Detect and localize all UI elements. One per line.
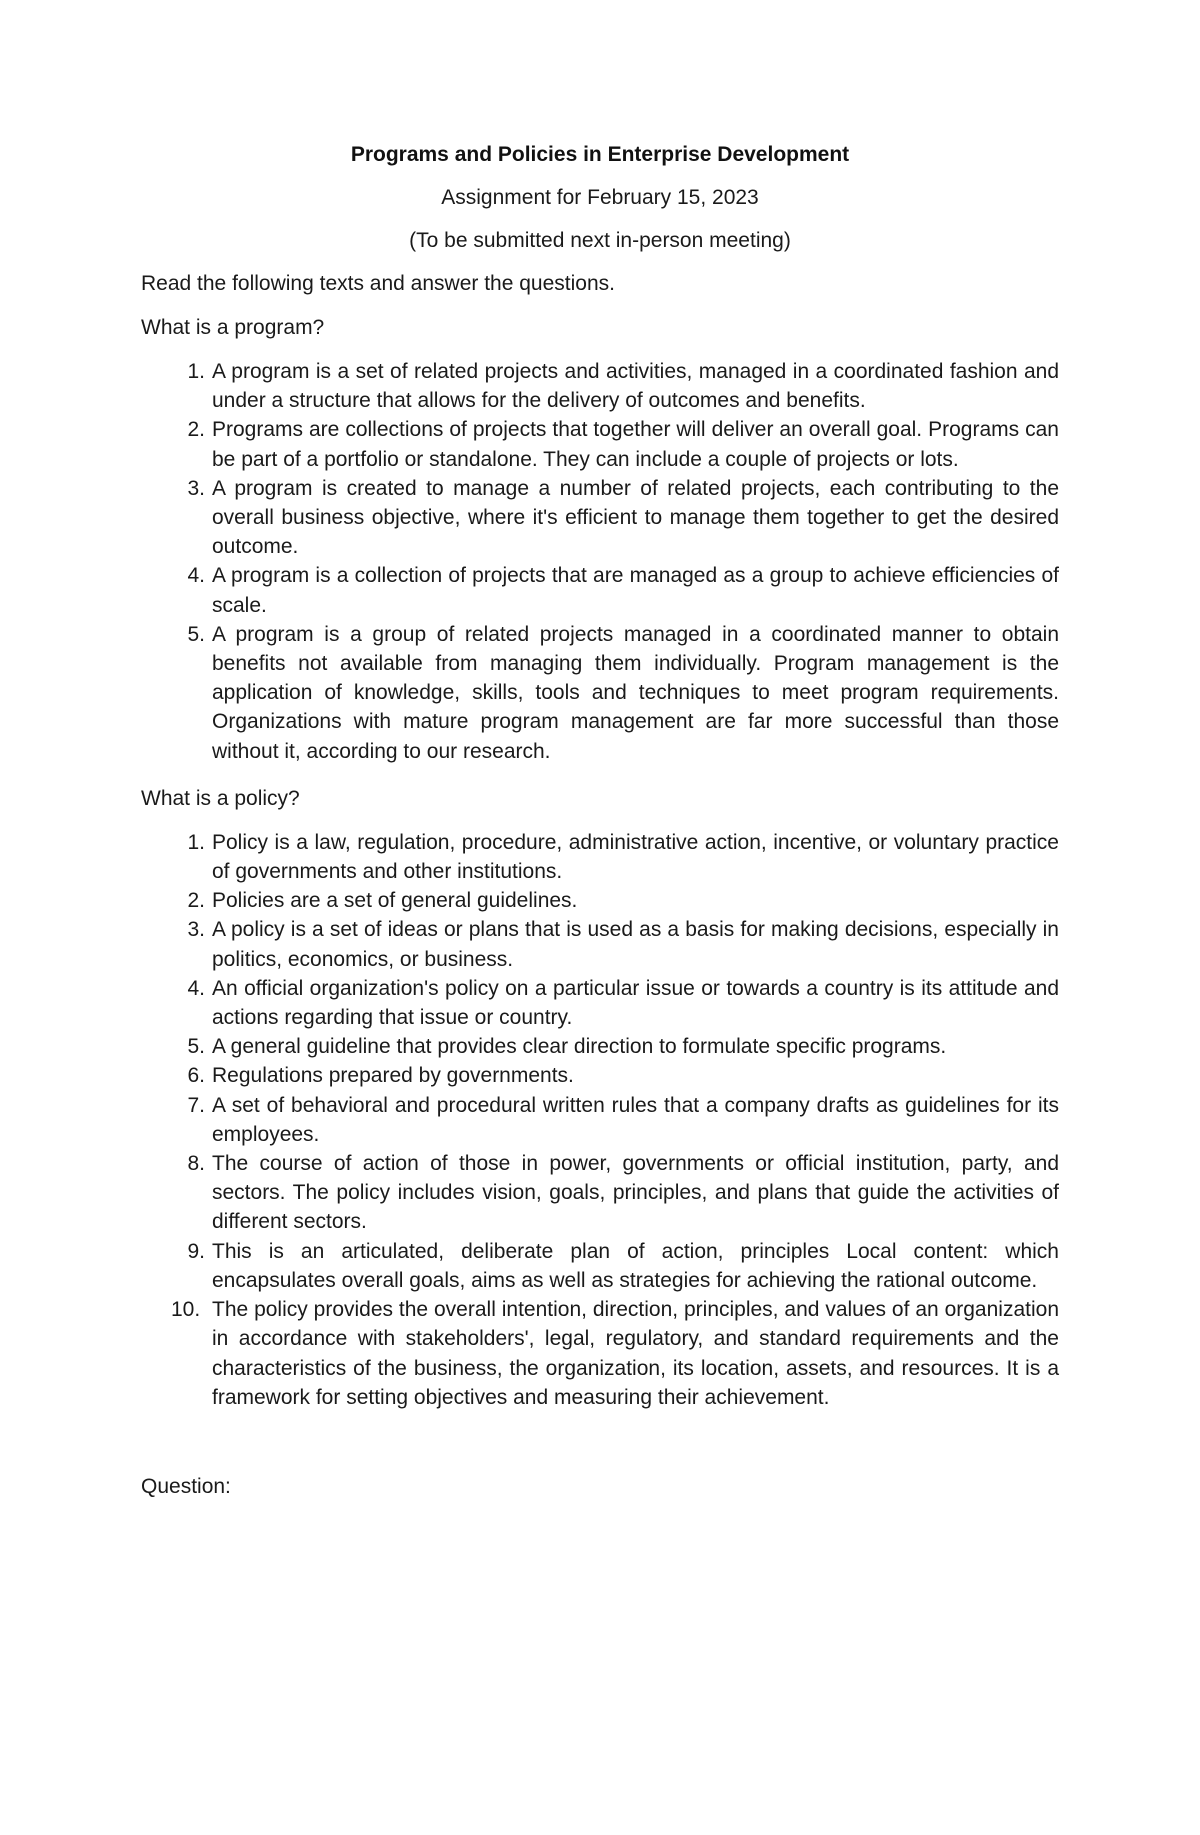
list-item-text: Policy is a law, regulation, procedure, administrative action, incentive, or voluntary practice of governments and other institutions. [212, 830, 1059, 884]
list-item [141, 1237, 1059, 1295]
list-number: 4. [187, 976, 205, 1000]
list-item-text: This is an articulated, deliberate plan of action, principles Local content: which encapsulates overall goals, aims as well as strategies for achieving the rational outcome. [212, 1239, 1059, 1292]
list-item [141, 1032, 1059, 1061]
list-item-text: A program is a collection of projects that are managed as a group to achieve efficiencies of scale. [212, 564, 1059, 617]
list-item-text: A general guideline that provides clear direction to formulate specific programs. [212, 1035, 947, 1059]
list-item [141, 886, 1059, 915]
list-number: 1. [187, 360, 205, 383]
list-number: 2. [187, 889, 205, 913]
question-label: Question: [141, 1474, 231, 1498]
list-item [141, 620, 1059, 766]
list-number: 9. [187, 1239, 205, 1263]
list-item-text: A policy is a set of ideas or plans that is used as a basis for making decisions, especially in politics, economics, or business. [212, 918, 1059, 971]
list-number: 1. [187, 830, 205, 854]
list-item-text: Policies are a set of general guidelines. [212, 889, 578, 913]
list-number: 5. [187, 622, 205, 646]
policy-heading: What is a policy? [141, 786, 300, 810]
list-item-text: A program is a group of related projects managed in a coordinated manner to obtain benefits not available from managing them individually. Program management is the application of knowledge, skills, tools and techniques to meet program requirements. Organizations with mature program management are far more successful than those without it, according to our research. [212, 622, 1059, 763]
list-number: 2. [187, 418, 205, 442]
spacer [141, 1430, 1059, 1472]
list-number: 5. [187, 1035, 205, 1059]
assignment-date: Assignment for February 15, 2023 [441, 186, 759, 209]
list-number: 6. [187, 1064, 205, 1088]
policy-list [141, 828, 1059, 1412]
list-number: 4. [187, 564, 205, 588]
list-item-text: An official organization's policy on a particular issue or towards a country is its attitude and actions regarding that issue or country. [212, 976, 1059, 1030]
instruction-text: Read the following texts and answer the questions. [141, 272, 615, 295]
list-item [141, 1061, 1059, 1090]
list-item-text: The policy provides the overall intention, direction, principles, and values of an organization in accordance with stakeholders', legal, regulatory, and standard requirements and the characteristics of the business, the organization, its location, assets, and resources. It is a framework for setting objectives and measuring their achievement. [212, 1298, 1059, 1409]
list-item-text: A set of behavioral and procedural written rules that a company drafts as guidelines for its employees. [212, 1093, 1059, 1146]
list-item [141, 828, 1059, 886]
list-item [141, 915, 1059, 973]
list-item [141, 1295, 1059, 1412]
list-item-text: Programs are collections of projects that together will deliver an overall goal. Programs can be part of a portfolio or standalone. They can include a couple of projects or lots. [212, 418, 1059, 471]
list-item [141, 357, 1059, 415]
list-item-text: Regulations prepared by governments. [212, 1064, 574, 1088]
list-item-text: A program is created to manage a number of related projects, each contributing to the overall business objective, where it's efficient to manage them together to get the desired outcome. [212, 476, 1059, 559]
list-item [141, 561, 1059, 619]
program-list [141, 357, 1059, 766]
list-number: 8. [187, 1152, 205, 1176]
document-title: Programs and Policies in Enterprise Development [350, 143, 850, 166]
list-item [141, 415, 1059, 473]
program-heading: What is a program? [141, 316, 325, 339]
list-number: 10. [171, 1298, 201, 1322]
list-item [141, 1091, 1059, 1149]
submission-note: (To be submitted next in-person meeting) [409, 229, 791, 252]
list-item [141, 474, 1059, 562]
list-number: 7. [187, 1093, 205, 1117]
list-number: 3. [187, 476, 205, 500]
list-item [141, 1149, 1059, 1237]
list-item-text: The course of action of those in power, governments or official institution, party, and sectors. The policy includes vision, goals, principles, and plans that guide the activities of different sectors. [212, 1152, 1059, 1234]
list-item-text: A program is a set of related projects and activities, managed in a coordinated fashion and under a structure that allows for the delivery of outcomes and benefits. [212, 360, 1059, 413]
list-number: 3. [187, 918, 205, 942]
list-item [141, 974, 1059, 1032]
